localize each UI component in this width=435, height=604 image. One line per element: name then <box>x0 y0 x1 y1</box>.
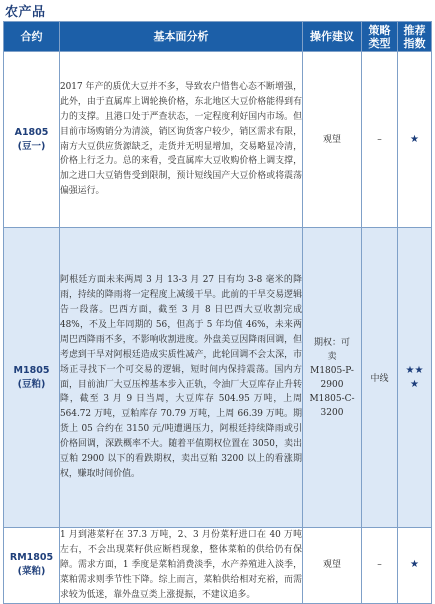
rating-cell <box>398 52 432 228</box>
section-title: 农产品 <box>5 5 46 20</box>
contract-name: (豆粕) <box>17 378 46 390</box>
analysis-cell: 阿根廷方面未来两周 3 月 13-3 月 27 日有均 3-8 毫米的降雨，持续的降雨将一定程度上减缓干旱。此前的干旱交易逻辑告一段落。巴西方面，截至 3 月 8 日巴西大豆收割完成 48%，不及上年同期的 56，但高于 5 年均值 46%，未来两周巴西降雨不多，不影响收割进度。外盘美豆因降雨回调，但考虑到干旱对阿根廷造成实质性减产，此轮回调不会太深，市场正寻找下一个可交易的逻辑，短时间内保持震荡。国内方面，目前油厂大豆压榨基本步入正轨，令油厂大豆库存止升转降，截至 3 月 9 日当周，大豆库存 504.95 万吨，上周 564.72 万吨，豆粕库存 70.79 万吨，上周 66.39 万吨。期货上 05 合约在 3150 元/吨遭遇压力，阿根廷持续降雨或引价格回调，深跌概率不大。随着平值期权位置在 3050，卖出豆粕 2900 以下的看跌期权，卖出豆粕 3200 以上的看涨期权，赚取时间价值。 <box>60 228 303 528</box>
header-rating-line1: 推荐 <box>403 23 426 37</box>
advice-line: M1805-P- <box>310 365 354 376</box>
header-strategy-line2: 类型 <box>368 36 391 50</box>
rating-stars: ★ <box>410 133 419 145</box>
advice-cell <box>303 528 362 604</box>
header-strategy-line1: 策略 <box>368 23 391 37</box>
analysis-cell: 2017 年产的质优大豆并不多，导致农户惜售心态不断增强，此外，由于直属库上调轮换价格，东北地区大豆价格能得到有力的支撑。且港口处于严查状态，一定程度利好国内市场。但目前市场购销分为清淡，销区询货客户较少，销区需求有限，南方大豆供应货源缺乏，走货并无明显增加，交易略显冷清，价格上行乏力。总的来看，受直属库大豆收购价格上调支撑，加之进口大豆销售受到限制，预计短线国产大豆价格或将震荡偏强运行。 <box>60 52 303 228</box>
analysis-cell: 1 月到港菜籽在 37.3 万吨，2、3 月份菜籽进口在 40 万吨左右，不会出现菜籽供应断档现象，整体菜粕的供给仍有保障。需求方面，1 季度是菜粕消费淡季，水产养殖进入淡季，菜粕需求则季节性下降。综上而言，菜粕供给相对充裕，而需求较为低迷，靠外盘豆类上涨提振，不建议追多。 <box>60 528 303 604</box>
contract-code: A1805 <box>14 126 49 138</box>
strategy-cell: – <box>362 528 398 604</box>
agri-recommendation-table <box>3 21 432 604</box>
advice-line: 3200 <box>320 407 344 418</box>
advice-cell <box>303 52 362 228</box>
table-row <box>4 528 432 604</box>
advice-line: 卖 <box>327 351 337 362</box>
header-rating <box>398 22 432 52</box>
contract-code: RM1805 <box>9 552 54 564</box>
contract-name: (豆一) <box>17 140 46 152</box>
header-strategy <box>362 22 398 52</box>
contract-cell <box>4 228 60 528</box>
rating-stars: ★ <box>410 559 419 571</box>
advice-line: 期权：可 <box>313 337 350 348</box>
advice-line: 观望 <box>322 560 341 571</box>
contract-cell <box>4 528 60 604</box>
advice-line: 观望 <box>322 134 341 145</box>
table-row <box>4 228 432 528</box>
rating-stars: ★★ <box>405 364 424 376</box>
header-analysis: 基本面分析 <box>60 22 303 52</box>
header-advice: 操作建议 <box>303 22 362 52</box>
contract-name: (菜粕) <box>17 566 46 578</box>
advice-line: 2900 <box>320 379 344 390</box>
strategy-cell: – <box>362 52 398 228</box>
header-rating-line2: 指数 <box>403 36 426 50</box>
contract-cell <box>4 52 60 228</box>
advice-cell <box>303 228 362 528</box>
contract-code: M1805 <box>13 364 50 376</box>
rating-cell <box>398 528 432 604</box>
rating-stars: ★ <box>410 378 419 390</box>
strategy-cell: 中线 <box>362 228 398 528</box>
header-contract: 合约 <box>4 22 60 52</box>
table-row <box>4 52 432 228</box>
rating-cell <box>398 228 432 528</box>
advice-line: M1805-C- <box>309 393 355 404</box>
table-header-row <box>4 22 432 52</box>
